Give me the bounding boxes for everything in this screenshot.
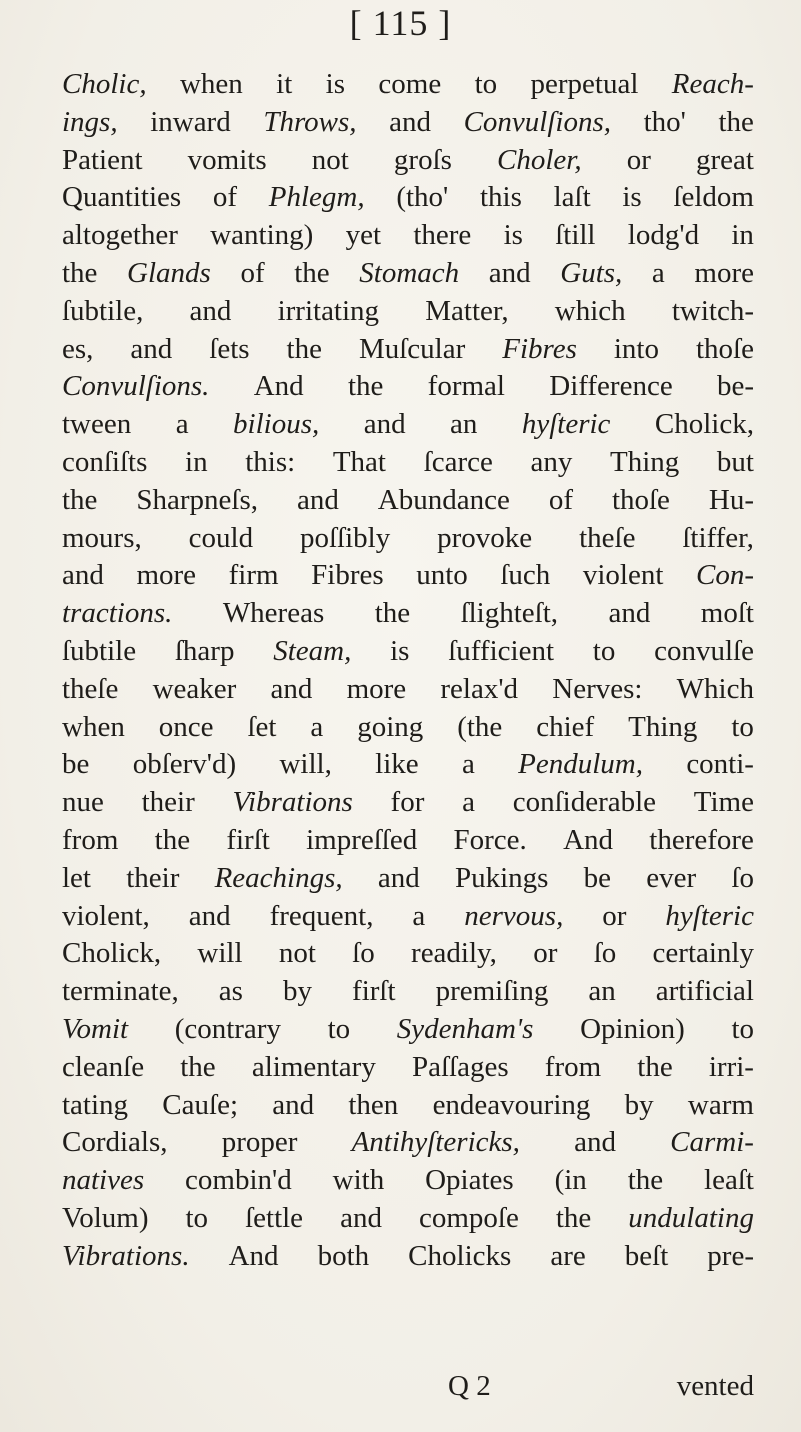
- word: great: [696, 143, 754, 176]
- italic-word: Stomach: [359, 256, 460, 289]
- text-line: [62, 746, 754, 784]
- italic-word: Fibres: [502, 332, 577, 365]
- italic-word: Con-: [696, 559, 754, 592]
- word: That: [332, 445, 386, 478]
- word: by: [283, 975, 312, 1008]
- word: Whereas: [222, 597, 325, 630]
- body-text: [62, 66, 754, 1276]
- word: tating: [62, 1088, 129, 1121]
- word: thoſe: [611, 483, 670, 516]
- word: Cordials,: [62, 1126, 168, 1159]
- punctuation: ,: [344, 634, 352, 667]
- italic-word: Glands: [127, 256, 211, 289]
- italic-word: Cholic,: [62, 68, 147, 100]
- word: like: [375, 748, 419, 781]
- word: to: [592, 634, 616, 667]
- word: irri-: [708, 1050, 754, 1083]
- text-line: [62, 482, 754, 520]
- word: artificial: [655, 975, 754, 1008]
- punctuation: ,: [603, 105, 612, 138]
- text-line: [62, 709, 754, 747]
- italic-word: tractions.: [62, 597, 173, 630]
- word: be: [62, 748, 90, 781]
- word: it: [276, 68, 293, 100]
- word: Patient: [62, 143, 143, 176]
- italic-word: hyſteric: [665, 899, 754, 932]
- word: Time: [693, 786, 754, 819]
- text-line: [62, 520, 754, 558]
- word: are: [550, 1239, 586, 1272]
- word: And: [253, 370, 304, 403]
- word: (in: [554, 1164, 587, 1197]
- word: let: [62, 861, 91, 894]
- word: there: [413, 219, 472, 252]
- word: ſo: [731, 861, 754, 894]
- word: Abundance: [377, 483, 510, 516]
- italic-word: Sydenham's: [396, 1012, 534, 1045]
- text-line: [62, 935, 754, 973]
- word: altogether: [62, 219, 178, 252]
- punctuation: ,: [635, 748, 643, 781]
- word: (tho': [396, 181, 449, 214]
- text-line: [62, 822, 754, 860]
- word: Cauſe;: [162, 1088, 238, 1121]
- word: a: [310, 710, 324, 743]
- word: premiſing: [435, 975, 549, 1008]
- word: (contrary: [174, 1012, 281, 1045]
- word: obſerv'd): [132, 748, 237, 781]
- word: could: [188, 521, 254, 554]
- word: their: [141, 786, 195, 819]
- word: more: [694, 256, 754, 289]
- word: unto: [416, 559, 468, 592]
- word: groſs: [393, 143, 452, 176]
- word: ſet: [247, 710, 277, 743]
- text-line: [62, 406, 754, 444]
- word: a: [175, 408, 189, 441]
- word: the: [374, 597, 411, 630]
- word: Thing: [610, 445, 680, 478]
- italic-word: Steam,: [273, 634, 352, 667]
- word: and: [130, 332, 173, 365]
- word: in: [731, 219, 754, 252]
- catchword: vented: [676, 1370, 754, 1402]
- text-line: [62, 293, 754, 331]
- word: come: [378, 68, 442, 100]
- word: an: [450, 408, 478, 441]
- word: poſſibly: [300, 521, 391, 554]
- text-line: [62, 557, 754, 595]
- word: in: [185, 445, 208, 478]
- word: Thing: [628, 710, 698, 743]
- word: Muſcular: [358, 332, 466, 365]
- word: mours,: [62, 521, 142, 554]
- word: this: [479, 181, 522, 214]
- word: lodg'd: [627, 219, 700, 252]
- word: thoſe: [695, 332, 754, 365]
- word: or: [602, 899, 627, 932]
- word: as: [218, 975, 243, 1008]
- word: from: [62, 823, 119, 856]
- word: readily,: [411, 937, 497, 970]
- word: and: [272, 1088, 315, 1121]
- word: the: [286, 332, 322, 365]
- word: ſlighteſt,: [460, 597, 559, 630]
- word: is: [503, 219, 523, 252]
- word: not: [278, 937, 316, 970]
- word: and: [62, 559, 104, 592]
- word: for: [390, 786, 425, 819]
- word: wanting): [210, 219, 314, 252]
- word: tho': [643, 105, 686, 138]
- word: ſo: [593, 937, 617, 970]
- word: And: [563, 823, 614, 856]
- word: Cholick,: [654, 408, 754, 441]
- word: frequent,: [269, 899, 374, 932]
- word: relax'd: [440, 672, 519, 705]
- word: ſo: [352, 937, 375, 970]
- word: of: [240, 256, 265, 289]
- word: of: [212, 181, 238, 214]
- word: and: [340, 1201, 382, 1234]
- word: the: [627, 1164, 664, 1197]
- word: proper: [221, 1126, 298, 1159]
- word: and: [608, 597, 651, 630]
- word: Nerves:: [552, 672, 643, 705]
- word: the: [718, 105, 754, 138]
- italic-word: Phlegm,: [268, 181, 365, 214]
- italic-word: Throws,: [263, 105, 357, 138]
- word: Paſſages: [411, 1050, 509, 1083]
- word: the: [180, 1050, 216, 1083]
- text-line: [62, 784, 754, 822]
- word: and: [188, 899, 231, 932]
- word: compoſe: [418, 1201, 519, 1234]
- word: and: [363, 408, 406, 441]
- word: cleanſe: [62, 1050, 145, 1083]
- word: Quantities: [62, 181, 182, 214]
- word: combin'd: [185, 1164, 292, 1197]
- word: pre-: [707, 1239, 754, 1272]
- word: tween: [62, 408, 132, 441]
- word: is: [622, 181, 642, 214]
- word: this:: [245, 445, 296, 478]
- word: (the: [457, 710, 503, 743]
- word: Which: [676, 672, 754, 705]
- word: conſiderable: [512, 786, 657, 819]
- word: impreſſed: [306, 823, 418, 856]
- word: with: [332, 1164, 385, 1197]
- text-line: [62, 860, 754, 898]
- italic-word: Reach-: [671, 68, 754, 100]
- word: the: [347, 370, 384, 403]
- punctuation: ,: [110, 105, 118, 138]
- word: the: [62, 256, 98, 289]
- word: to: [731, 710, 754, 743]
- word: and: [296, 483, 339, 516]
- italic-word: nervous,: [464, 899, 564, 932]
- word: convulſe: [654, 634, 754, 667]
- word: their: [126, 861, 180, 894]
- word: a: [462, 786, 475, 819]
- text-line: [62, 973, 754, 1011]
- word: Volum): [62, 1201, 149, 1234]
- word: and: [574, 1126, 616, 1159]
- punctuation: ,: [139, 68, 147, 100]
- word: a: [651, 256, 665, 289]
- word: a: [412, 899, 426, 932]
- word: vomits: [187, 143, 267, 176]
- word: and: [377, 861, 420, 894]
- word: to: [474, 68, 498, 100]
- word: not: [311, 143, 349, 176]
- word: inward: [150, 105, 231, 138]
- word: ſets: [209, 332, 250, 365]
- text-line: [62, 671, 754, 709]
- word: ſcarce: [423, 445, 493, 478]
- word: to: [327, 1012, 351, 1045]
- word: to: [185, 1201, 209, 1234]
- word: Difference: [549, 370, 673, 403]
- text-line: [62, 1011, 754, 1049]
- text-line: [62, 633, 754, 671]
- word: the: [62, 483, 98, 516]
- word: ſuch: [500, 559, 551, 592]
- word: ſufficient: [448, 634, 554, 667]
- word: Fibres: [311, 559, 384, 592]
- word: the: [555, 1201, 592, 1234]
- text-line: [62, 1087, 754, 1125]
- word: into: [613, 332, 659, 365]
- word: ſettle: [245, 1201, 304, 1234]
- word: warm: [687, 1088, 754, 1121]
- word: therefore: [649, 823, 754, 856]
- italic-word: ings,: [62, 105, 118, 138]
- word: the: [637, 1050, 673, 1083]
- word: ſharp: [174, 634, 235, 667]
- word: formal: [427, 370, 505, 403]
- word: Force.: [453, 823, 527, 856]
- punctuation: ,: [556, 899, 564, 932]
- punctuation: .: [182, 1239, 190, 1272]
- word: firm: [228, 559, 279, 592]
- italic-word: Convulſions.: [62, 370, 210, 403]
- word: ſubtile: [62, 634, 137, 667]
- text-line: [62, 1162, 754, 1200]
- italic-word: Guts,: [560, 256, 623, 289]
- punctuation: :: [287, 445, 296, 478]
- text-line: [62, 595, 754, 633]
- italic-word: Reachings,: [214, 861, 343, 894]
- word: to: [731, 1012, 754, 1045]
- word: ever: [646, 861, 697, 894]
- word: laſt: [553, 181, 591, 214]
- word: leaſt: [704, 1164, 754, 1197]
- word: a: [461, 748, 475, 781]
- punctuation: 's: [515, 1012, 534, 1045]
- punctuation: ,: [512, 1126, 520, 1159]
- word: Hu-: [708, 483, 754, 516]
- punctuation: ,: [357, 181, 365, 214]
- word: going: [357, 710, 424, 743]
- word: of: [548, 483, 573, 516]
- word: and: [389, 105, 431, 138]
- word: which: [554, 294, 626, 327]
- word: then: [348, 1088, 399, 1121]
- word: endeavouring: [432, 1088, 591, 1121]
- word: and: [270, 672, 313, 705]
- italic-word: undulating: [628, 1201, 754, 1234]
- word: yet: [345, 219, 382, 252]
- italic-word: Vibrations.: [62, 1239, 190, 1272]
- text-line: [62, 1049, 754, 1087]
- text-line: [62, 142, 754, 180]
- word: or: [626, 143, 651, 176]
- italic-word: Carmi-: [670, 1126, 754, 1159]
- word: Matter,: [425, 294, 509, 327]
- word: violent,: [62, 899, 150, 932]
- word: or: [533, 937, 558, 970]
- word: theſe: [579, 521, 636, 554]
- word: but: [716, 445, 754, 478]
- word: will: [197, 937, 243, 970]
- text-line: [62, 255, 754, 293]
- word: violent: [582, 559, 664, 592]
- word: firſt: [226, 823, 270, 856]
- word: by: [624, 1088, 654, 1121]
- text-line: [62, 1238, 754, 1276]
- word: and: [189, 294, 232, 327]
- italic-word: Vomit: [62, 1012, 129, 1045]
- text-line: [62, 1200, 754, 1238]
- word: once: [158, 710, 214, 743]
- word: And: [228, 1239, 279, 1272]
- punctuation: ,: [312, 408, 320, 441]
- word: the: [154, 823, 191, 856]
- word: Sharpneſs,: [136, 483, 259, 516]
- word: when: [62, 710, 125, 743]
- text-line: [62, 368, 754, 406]
- word: Pukings: [454, 861, 549, 894]
- word: Cholicks: [408, 1239, 512, 1272]
- page-number: [ 115 ]: [349, 3, 452, 43]
- text-line: [62, 331, 754, 369]
- word: Opiates: [425, 1164, 514, 1197]
- word: terminate,: [62, 975, 179, 1008]
- word: more: [346, 672, 407, 705]
- word: twitch-: [671, 294, 754, 327]
- word: conſiſts: [62, 445, 148, 478]
- word: an: [588, 975, 616, 1008]
- word: nue: [62, 786, 104, 819]
- word: ſtiffer,: [682, 521, 754, 554]
- word: chief: [536, 710, 595, 743]
- italic-word: bilious,: [233, 408, 320, 441]
- word: and: [488, 256, 531, 289]
- italic-word: hyſteric: [521, 408, 611, 441]
- word: will,: [279, 748, 332, 781]
- text-line: [62, 444, 754, 482]
- word: moſt: [700, 597, 754, 630]
- word: Opinion): [580, 1012, 685, 1045]
- punctuation: ,: [574, 143, 582, 176]
- word: conti-: [686, 748, 754, 781]
- word: any: [530, 445, 573, 478]
- word: ſeldom: [673, 181, 754, 214]
- word: weaker: [152, 672, 237, 705]
- italic-word: Antihyſtericks,: [351, 1126, 520, 1159]
- word: the: [294, 256, 330, 289]
- word: theſe: [62, 672, 119, 705]
- word: both: [317, 1239, 370, 1272]
- word: provoke: [437, 521, 533, 554]
- word: alimentary: [251, 1050, 376, 1083]
- word: es,: [62, 332, 94, 365]
- italic-word: Pendulum,: [518, 748, 643, 781]
- text-line: [62, 104, 754, 142]
- word: is: [390, 634, 410, 667]
- punctuation: .: [202, 370, 210, 403]
- word: be: [583, 861, 612, 894]
- text-line: [62, 217, 754, 255]
- signature-mark: Q 2: [448, 1370, 491, 1402]
- word: firſt: [352, 975, 396, 1008]
- word: ſtill: [555, 219, 596, 252]
- word: from: [544, 1050, 602, 1083]
- italic-word: natives: [62, 1164, 145, 1197]
- text-line: [62, 179, 754, 217]
- word: certainly: [652, 937, 754, 970]
- punctuation: ,: [615, 256, 623, 289]
- italic-word: Vibrations: [232, 786, 353, 819]
- word: perpetual: [530, 68, 639, 100]
- word: beſt: [624, 1239, 669, 1272]
- word: is: [325, 68, 346, 100]
- word: more: [136, 559, 197, 592]
- word: irritating: [277, 294, 380, 327]
- word: be-: [716, 370, 754, 403]
- text-line: [62, 1124, 754, 1162]
- punctuation: .: [165, 597, 173, 630]
- word: ſubtile,: [62, 294, 144, 327]
- italic-word: Choler,: [497, 143, 582, 176]
- punctuation: ,: [349, 105, 357, 138]
- word: when: [179, 68, 243, 100]
- text-line: [62, 898, 754, 936]
- text-line: [62, 66, 754, 104]
- word: Cholick,: [62, 937, 162, 970]
- italic-word: Convulſions,: [463, 105, 612, 138]
- punctuation: ,: [335, 861, 343, 894]
